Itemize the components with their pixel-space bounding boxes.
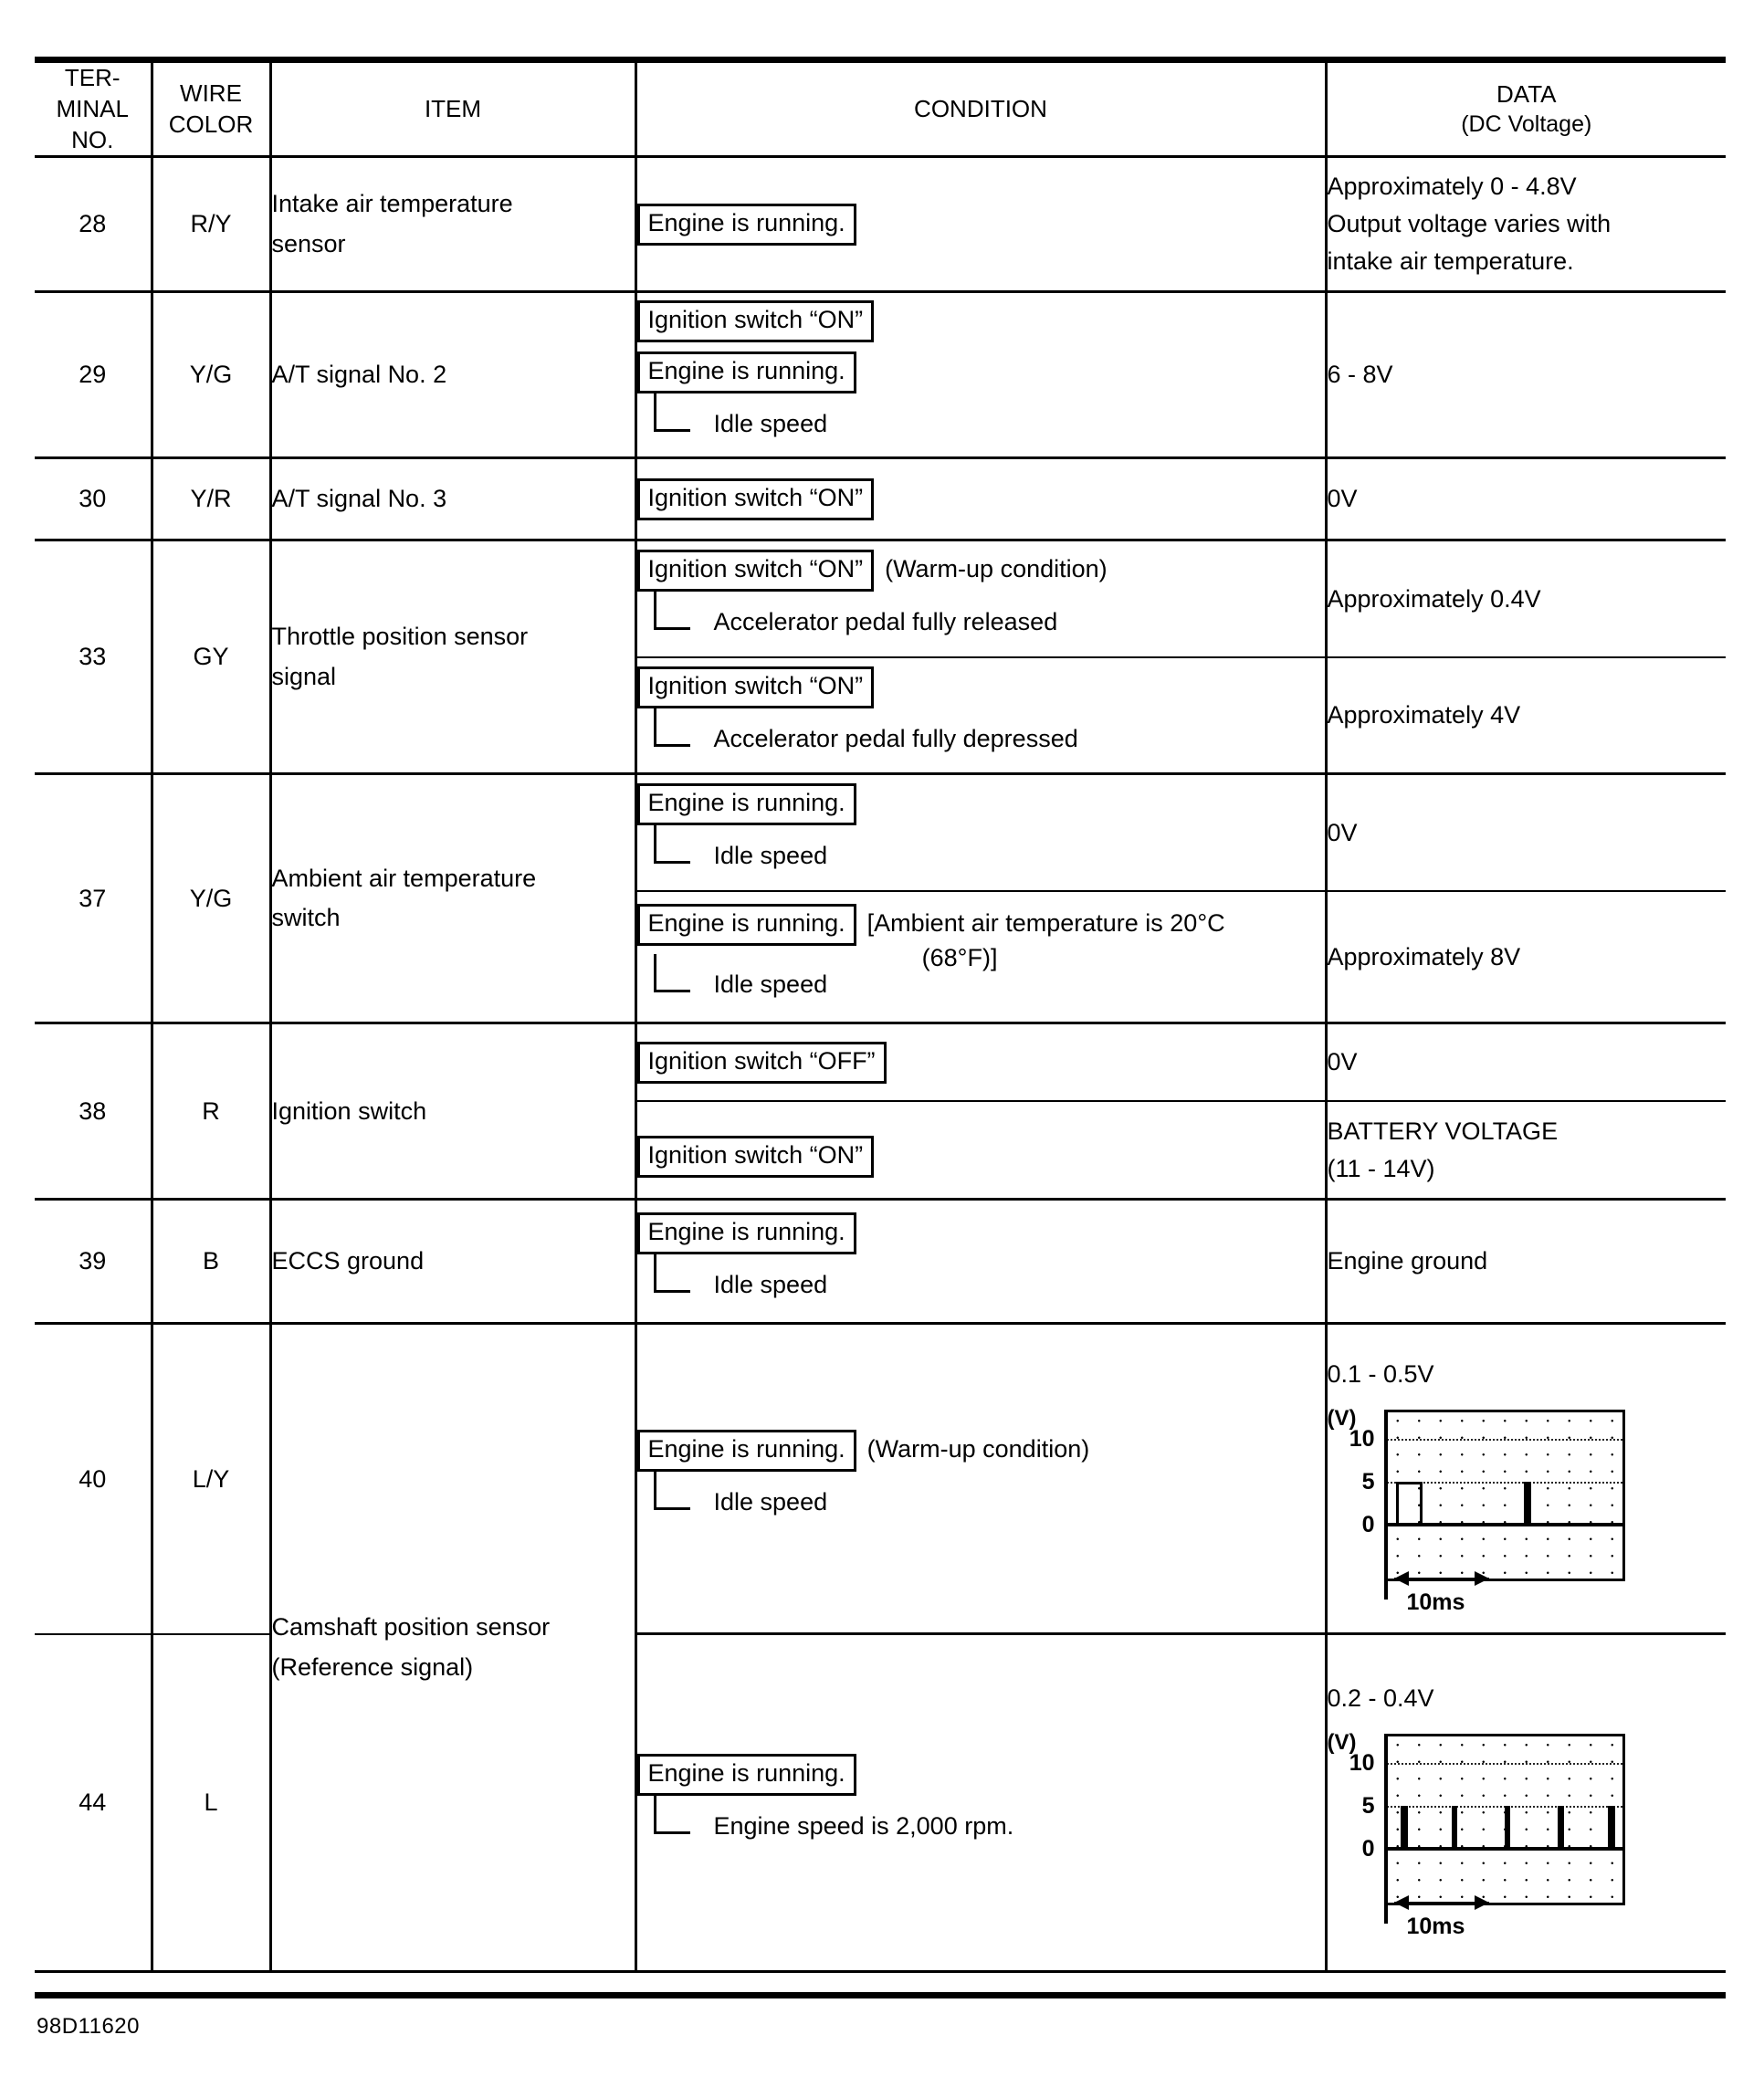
row-37-item [270,774,635,1023]
condition-leader [637,954,1325,1011]
condition-group [637,1042,1325,1084]
header-data-line2: (DC Voltage) [1461,111,1592,138]
wave-pulse [1505,1806,1511,1849]
condition-leader [637,708,1325,765]
condition-sublabel: Idle speed [713,409,828,437]
wave-y-tick-label: 0 [1361,1835,1375,1862]
row-37-terminal: 37 [35,774,152,1023]
row-38b-data [1326,1101,1726,1200]
leader-foot [654,1290,690,1293]
wave-y-tick-label: 0 [1361,1511,1375,1537]
row-28-data-line3: intake air temperature. [1327,247,1574,276]
row-29-terminal: 29 [35,292,152,458]
condition-group-2 [637,351,1325,393]
condition-chip: Engine is running. [637,904,856,946]
oscilloscope-waveform-44 [1327,1730,1629,1939]
row-40-data [1326,1324,1726,1634]
leader-stem [654,592,656,630]
row-29-wire-color: Y/G [152,292,270,458]
row-33a-data-line1: Approximately 0.4V [1327,584,1541,613]
row-29-condition [635,292,1326,458]
row-33b-data [1326,657,1726,774]
spacer [637,342,1325,351]
condition-group [637,666,1325,708]
condition-group [637,1136,1325,1178]
wave-pulse [1401,1806,1408,1849]
condition-sublabel: Idle speed [713,1487,828,1516]
row-33a-data [1326,540,1726,657]
row-39-data [1326,1200,1726,1324]
header-terminal-no-line2: MINAL [56,94,129,122]
row-30-data-line1: 0V [1327,485,1358,513]
condition-chip: Ignition switch “ON” [637,1136,875,1178]
leader-foot [654,627,690,630]
table-row [35,292,1726,458]
row-40-condition [635,1324,1326,1634]
condition-chip: Ignition switch “ON” [637,478,875,520]
row-30-item [270,458,635,540]
page-bottom-rule [35,1992,1726,1998]
header-item: ITEM [270,63,635,157]
condition-chip: Engine is running. [637,1754,856,1796]
table-row [35,1023,1726,1101]
wave-gridline [1387,1763,1622,1765]
condition-sublabel: Accelerator pedal fully depressed [713,724,1078,752]
condition-leader [637,1472,1325,1528]
wave-timebase-label: 10ms [1406,1589,1465,1615]
header-wire-color-line1: WIRE [180,79,242,107]
condition-leader [637,1796,1325,1852]
condition-leader [637,393,1325,450]
row-39-terminal: 39 [35,1200,152,1324]
row-38-wire-color: R [152,1023,270,1200]
condition-group [637,1754,1325,1796]
table-row [35,157,1726,292]
row-29-data-line1: 6 - 8V [1327,361,1393,389]
leader-stem [654,708,656,747]
row-33a-condition [635,540,1326,657]
table-header-row [35,63,1726,157]
row-44-condition [635,1634,1326,1972]
condition-chip: Engine is running. [637,204,856,246]
leader-foot [654,429,690,432]
wave-y-tick-label: 10 [1349,1425,1375,1452]
header-wire-color [152,63,270,157]
condition-chip: Ignition switch “ON” [637,550,875,592]
row-40-data-value: 0.1 - 0.5V [1327,1360,1434,1389]
wave-pulse [1558,1806,1564,1849]
row-29-data [1326,292,1726,458]
wave-y-tick-label: 5 [1361,1468,1375,1495]
wave-unit-label: (V) [1327,1406,1357,1432]
condition-annotation-line2: (68°F)] [921,943,998,971]
leader-foot [654,1831,690,1834]
row-38-item [270,1023,635,1200]
leader-foot [654,1507,690,1510]
row-28-data [1326,157,1726,292]
leader-foot [654,744,690,747]
leader-stem [654,393,656,432]
condition-leader [637,592,1325,648]
table-row [35,1200,1726,1324]
row-39-wire-color: B [152,1200,270,1324]
header-terminal-no-line1: TER- [64,64,121,91]
wave-y-tick-label: 10 [1349,1749,1375,1776]
header-condition: CONDITION [635,63,1326,157]
wave-unit-label: (V) [1327,1730,1357,1756]
condition-sublabel: Idle speed [713,842,828,870]
wave-timebase-arrow-left [1394,1895,1409,1910]
row-37b-data [1326,891,1726,1023]
row-37b-condition [635,891,1326,1023]
row-28-data-line2: Output voltage varies with [1327,210,1612,238]
row-37a-condition [635,774,1326,891]
condition-chip: Ignition switch “ON” [637,300,875,342]
page-top-rule [35,57,1726,63]
row-28-item-line2: sensor [271,229,346,257]
wave-timebase-label: 10ms [1406,1913,1465,1939]
wave-timebase-arrow-right [1475,1895,1489,1910]
row-30-wire-color: Y/R [152,458,270,540]
row-30-terminal: 30 [35,458,152,540]
condition-chip: Ignition switch “OFF” [637,1042,887,1084]
row-39-item-line1: ECCS ground [271,1247,425,1275]
row-40-wire-color: L/Y [152,1324,270,1634]
wave-pulse [1608,1806,1615,1849]
row-37-wire-color: Y/G [152,774,270,1023]
table-row [35,458,1726,540]
row-33-item-line2: signal [271,662,337,690]
table-row [35,540,1726,657]
row-44-terminal: 44 [35,1634,152,1972]
condition-group [637,1430,1325,1472]
row-37b-data-line1: Approximately 8V [1327,942,1521,970]
wave-pulse [1396,1482,1423,1525]
row-30-condition [635,458,1326,540]
leader-foot [654,861,690,864]
wave-pulse [1452,1806,1458,1849]
row-38a-condition [635,1023,1326,1101]
row-28-data-line1: Approximately 0 - 4.8V [1327,173,1577,201]
row-30-data [1326,458,1726,540]
row-38b-condition [635,1101,1326,1200]
row-33-item [270,540,635,774]
row-40-44-item [270,1324,635,1972]
header-terminal-no [35,63,152,157]
row-37-item-line2: switch [271,904,341,932]
condition-chip: Ignition switch “ON” [637,666,875,708]
condition-sublabel: Engine speed is 2,000 rpm. [713,1811,1014,1840]
row-44-wire-color: L [152,1634,270,1972]
row-33b-condition [635,657,1326,774]
table-row [35,774,1726,891]
row-28-wire-color: R/Y [152,157,270,292]
condition-sublabel: Idle speed [713,970,828,998]
condition-group [637,550,1325,592]
row-33-item-line1: Throttle position sensor [271,623,529,651]
table-row [35,1324,1726,1634]
wave-gridline [1387,1439,1622,1441]
header-data [1326,63,1726,157]
row-38a-data-line1: 0V [1327,1048,1358,1076]
condition-sublabel: Idle speed [713,1270,828,1298]
condition-group [637,204,1325,246]
terminal-spec-table [35,63,1726,1973]
header-terminal-no-line3: NO. [71,125,114,153]
row-37-item-line1: Ambient air temperature [271,864,537,892]
row-28-item [270,157,635,292]
condition-leader [637,825,1325,882]
leader-stem [654,1796,656,1834]
condition-sublabel: Accelerator pedal fully released [713,608,1058,636]
row-40-44-item-line2: (Reference signal) [271,1652,474,1681]
row-37a-data [1326,774,1726,891]
wave-timebase-arrow-right [1475,1571,1489,1586]
wave-pulse [1524,1482,1531,1525]
leader-foot [654,990,690,992]
condition-chip: Engine is running. [637,351,856,393]
row-44-data [1326,1634,1726,1972]
row-37a-data-line1: 0V [1327,818,1358,846]
oscilloscope-waveform-40 [1327,1406,1629,1615]
header-wire-color-line2: COLOR [168,110,254,138]
wave-grid [1384,1734,1625,1939]
condition-chip: Engine is running. [637,1430,856,1472]
row-38b-data-line2: (11 - 14V) [1327,1154,1435,1182]
row-38a-data [1326,1023,1726,1101]
figure-code: 98D11620 [37,2014,140,2039]
condition-group [637,1212,1325,1254]
condition-annotation: (Warm-up condition) [866,1434,1090,1463]
condition-annotation: (Warm-up condition) [885,555,1108,583]
row-29-item-line1: A/T signal No. 2 [271,361,447,389]
condition-group-1 [637,300,1325,342]
row-39-item [270,1200,635,1324]
leader-stem [654,825,656,864]
row-29-item [270,292,635,458]
row-38b-data-line1: BATTERY VOLTAGE [1327,1117,1559,1145]
row-38-terminal: 38 [35,1023,152,1200]
condition-group [637,478,1325,520]
condition-annotation: [Ambient air temperature is 20°C [866,908,1225,937]
leader-stem [654,954,656,992]
header-data-line1: DATA [1496,79,1557,108]
wave-timebase-arrow-left [1394,1571,1409,1586]
row-39-condition [635,1200,1326,1324]
condition-leader [637,1254,1325,1311]
condition-chip: Engine is running. [637,1212,856,1254]
row-33b-data-line1: Approximately 4V [1327,701,1521,729]
row-28-terminal: 28 [35,157,152,292]
wave-y-tick-label: 5 [1361,1792,1375,1819]
wave-grid [1384,1410,1625,1615]
row-40-terminal: 40 [35,1324,152,1634]
row-28-item-line1: Intake air temperature [271,190,513,218]
leader-stem [654,1254,656,1293]
row-28-condition [635,157,1326,292]
condition-chip: Engine is running. [637,783,856,825]
row-33-wire-color: GY [152,540,270,774]
row-38-item-line1: Ignition switch [271,1096,427,1125]
row-40-44-item-line1: Camshaft position sensor [271,1613,551,1642]
condition-group [637,783,1325,825]
row-44-data-value: 0.2 - 0.4V [1327,1684,1434,1713]
row-33-terminal: 33 [35,540,152,774]
row-39-data-line1: Engine ground [1327,1247,1488,1275]
leader-stem [654,1472,656,1510]
row-30-item-line1: A/T signal No. 3 [271,485,447,513]
